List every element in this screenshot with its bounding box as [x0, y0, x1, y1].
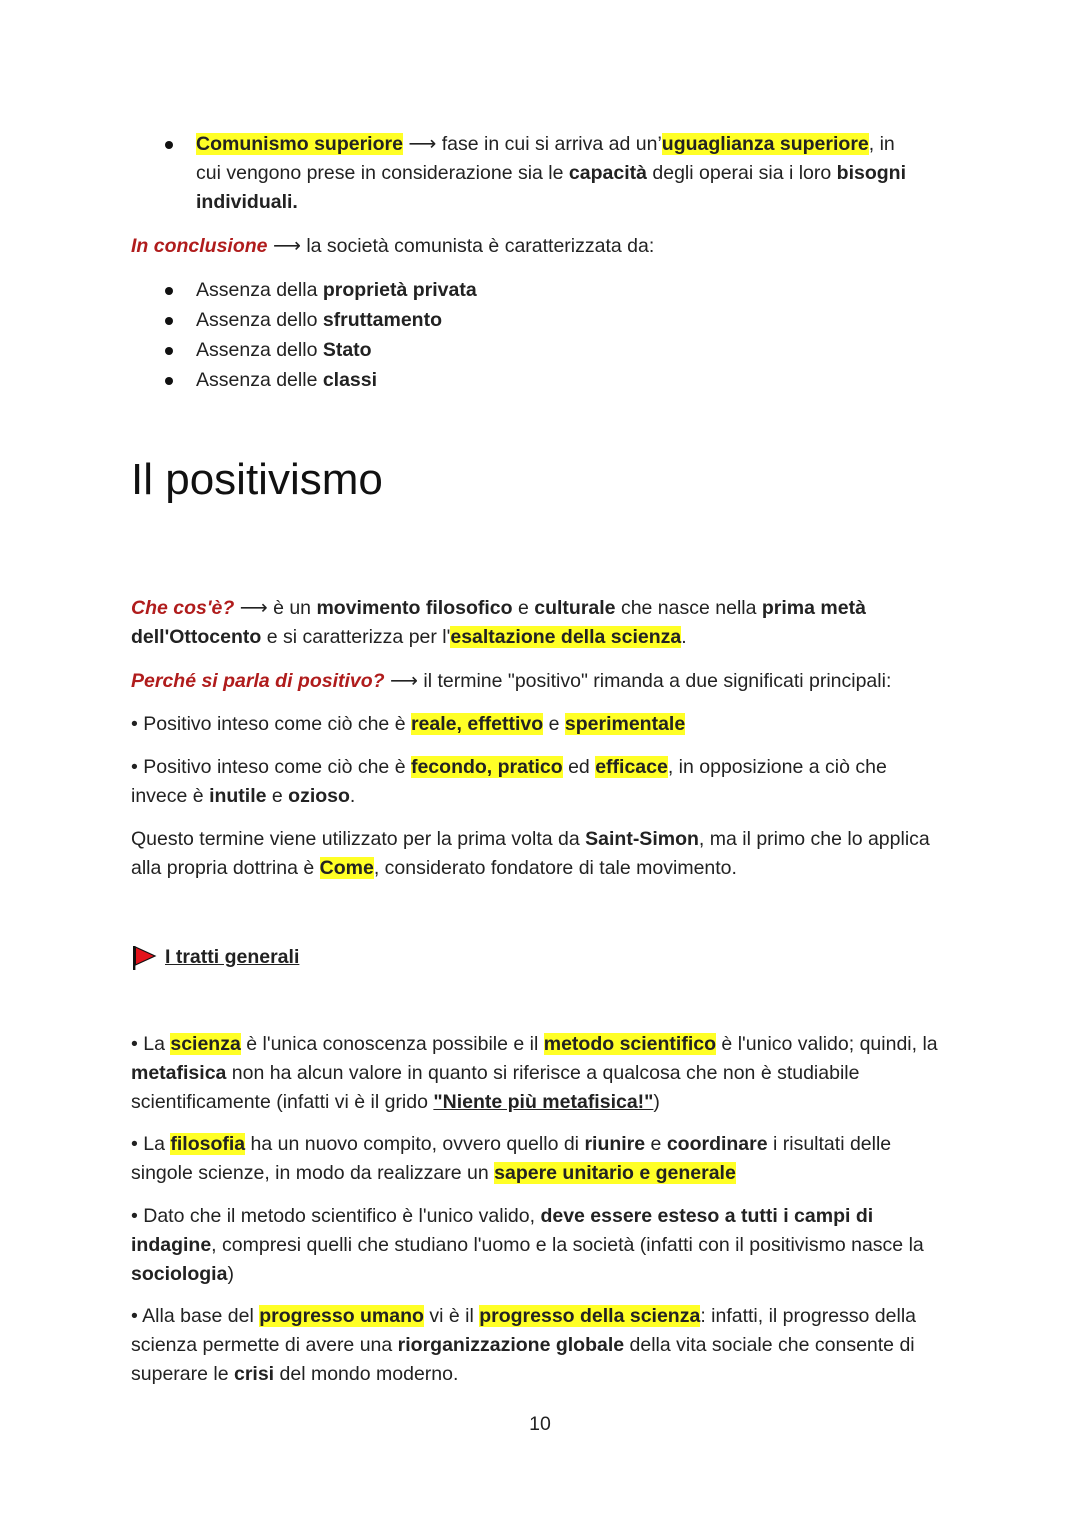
perche-paragraph: [131, 667, 961, 696]
highlight: metodo scientifico: [543, 1033, 717, 1055]
tratto-metodo: [131, 1202, 961, 1289]
text: , compresi quelli che studiano l'uomo e la società (infatti con il positivismo nasce la: [211, 1234, 924, 1256]
bullet-dot: [165, 317, 173, 325]
text: il termine "positivo" rimanda a due significati principali:: [417, 670, 892, 692]
text: • La: [131, 1133, 171, 1155]
text: fase in cui si arriva ad un’: [436, 133, 662, 155]
text: degli operai sia i loro: [646, 162, 837, 184]
bold-text: Saint-Simon: [585, 828, 699, 850]
text: e: [512, 597, 535, 619]
text: è l'unico valido; quindi, la: [716, 1033, 938, 1055]
highlight: Come: [319, 857, 374, 879]
text: .: [681, 626, 687, 648]
list-item-text: [196, 366, 956, 395]
text: del mondo moderno.: [274, 1363, 459, 1385]
text: ): [653, 1091, 660, 1113]
question-label: Che cos'è?: [131, 597, 235, 619]
bold-text: ozioso: [288, 785, 350, 807]
list-item-text: [196, 276, 956, 305]
text: è l'unica conoscenza possibile e il: [240, 1033, 544, 1055]
text: , ma il primo che lo applica alla propria dottrina è: [131, 828, 930, 879]
tratto-progresso: [131, 1302, 931, 1389]
text: e: [645, 1133, 667, 1155]
arrow: ⟶: [408, 133, 437, 155]
bold-text: coordinare: [666, 1133, 768, 1155]
text: i risultati delle singole scienze, in modo da realizzare un: [131, 1133, 892, 1184]
bold-text: inutile: [209, 785, 267, 807]
quote-bold-underlined: "Niente più metafisica!": [433, 1091, 654, 1113]
text: • Positivo inteso come ciò che è: [131, 713, 411, 735]
positivo-meaning-2: [131, 753, 901, 811]
highlight: progresso umano: [259, 1305, 424, 1327]
bullet-dot: [165, 377, 173, 385]
highlight: sapere unitario e generale: [494, 1162, 736, 1184]
text: della vita sociale che consente di superare le: [131, 1334, 915, 1385]
text: • Positivo inteso come ciò che è: [131, 756, 411, 778]
cose-paragraph: [131, 594, 891, 652]
termine-paragraph: [131, 825, 961, 883]
bold-text: deve essere esteso a tutti i campi di indagine: [131, 1205, 874, 1256]
text: Assenza delle: [196, 369, 323, 391]
bold-text: riorganizzazione globale: [397, 1334, 625, 1356]
text: Assenza dello: [196, 309, 323, 331]
bold-text: bisogni individuali.: [196, 162, 906, 213]
bullet-text: [196, 130, 916, 217]
arrow: ⟶: [239, 597, 268, 619]
text: • Alla base del: [131, 1305, 260, 1327]
page-number: 10: [529, 1413, 551, 1435]
bold-text: metafisica: [131, 1062, 227, 1084]
question-label: Perché si parla di positivo?: [131, 670, 385, 692]
text: , in opposizione a ciò che invece è: [131, 756, 887, 807]
conclusione-label: In conclusione: [131, 235, 268, 257]
text: .: [349, 785, 356, 807]
page-title: Il positivismo: [131, 455, 383, 504]
bold-text: crisi: [233, 1363, 275, 1385]
text: e si caratterizza per l': [261, 626, 451, 648]
text: la società comunista è caratterizzata da:: [300, 235, 655, 257]
text: che nasce nella: [615, 597, 762, 619]
red-flag-icon: [131, 945, 157, 971]
highlight: filosofia: [170, 1133, 246, 1155]
highlight: progresso della scienza: [479, 1305, 701, 1327]
bullet-dot: [165, 347, 173, 355]
bold-text: culturale: [534, 597, 616, 619]
text: vi è il: [423, 1305, 480, 1327]
highlight: esaltazione della scienza: [450, 626, 682, 648]
term-highlight: Comunismo superiore: [196, 133, 403, 155]
text: Assenza della: [196, 279, 323, 301]
bullet-dot: [165, 141, 173, 149]
text: e: [543, 713, 565, 735]
text: ed: [562, 756, 596, 778]
section-title: I tratti generali: [165, 946, 300, 968]
arrow: ⟶: [390, 670, 418, 692]
bullet-dot: [165, 287, 173, 295]
bold-text: riunire: [584, 1133, 646, 1155]
text: • La: [131, 1033, 171, 1055]
bold-text: proprietà privata: [322, 279, 477, 301]
text: Assenza dello: [196, 339, 323, 361]
highlight: scienza: [170, 1033, 241, 1055]
text: è un: [267, 597, 317, 619]
bold-text: movimento filosofico: [316, 597, 513, 619]
text: , in cui vengono prese in considerazione sia le: [196, 133, 895, 184]
text: ha un nuovo compito, ovvero quello di: [245, 1133, 585, 1155]
highlight: sperimentale: [564, 713, 686, 735]
bold-text: classi: [322, 369, 378, 391]
positivo-meaning-1: [131, 710, 961, 739]
text: non ha alcun valore in quanto si riferisce a qualcosa che non è studiabile scientificamente (infatti vi è il grido: [131, 1062, 860, 1113]
bold-text: prima metà dell'Ottocento: [131, 597, 866, 648]
tratto-scienza: [131, 1030, 961, 1117]
arrow: ⟶: [272, 235, 301, 257]
list-item-text: [196, 306, 956, 335]
highlight: uguaglianza superiore: [661, 133, 869, 155]
highlight: efficace: [595, 756, 668, 778]
highlight: fecondo, pratico: [410, 756, 563, 778]
bold-text: sociologia: [131, 1263, 228, 1285]
bold-text: capacità: [568, 162, 647, 184]
text: Questo termine viene utilizzato per la prima volta da: [131, 828, 586, 850]
conclusione-paragraph: [131, 232, 961, 261]
text: ): [227, 1263, 234, 1285]
highlight: reale, effettivo: [410, 713, 544, 735]
text: • Dato che il metodo scientifico è l'unico valido,: [131, 1205, 541, 1227]
bold-text: sfruttamento: [322, 309, 442, 331]
bold-text: Stato: [322, 339, 372, 361]
list-item-text: [196, 336, 956, 365]
tratto-filosofia: [131, 1130, 921, 1188]
text: , considerato fondatore di tale movimento.: [373, 857, 737, 879]
text: e: [266, 785, 289, 807]
text: : infatti, il progresso della scienza permette di avere una: [131, 1305, 917, 1356]
